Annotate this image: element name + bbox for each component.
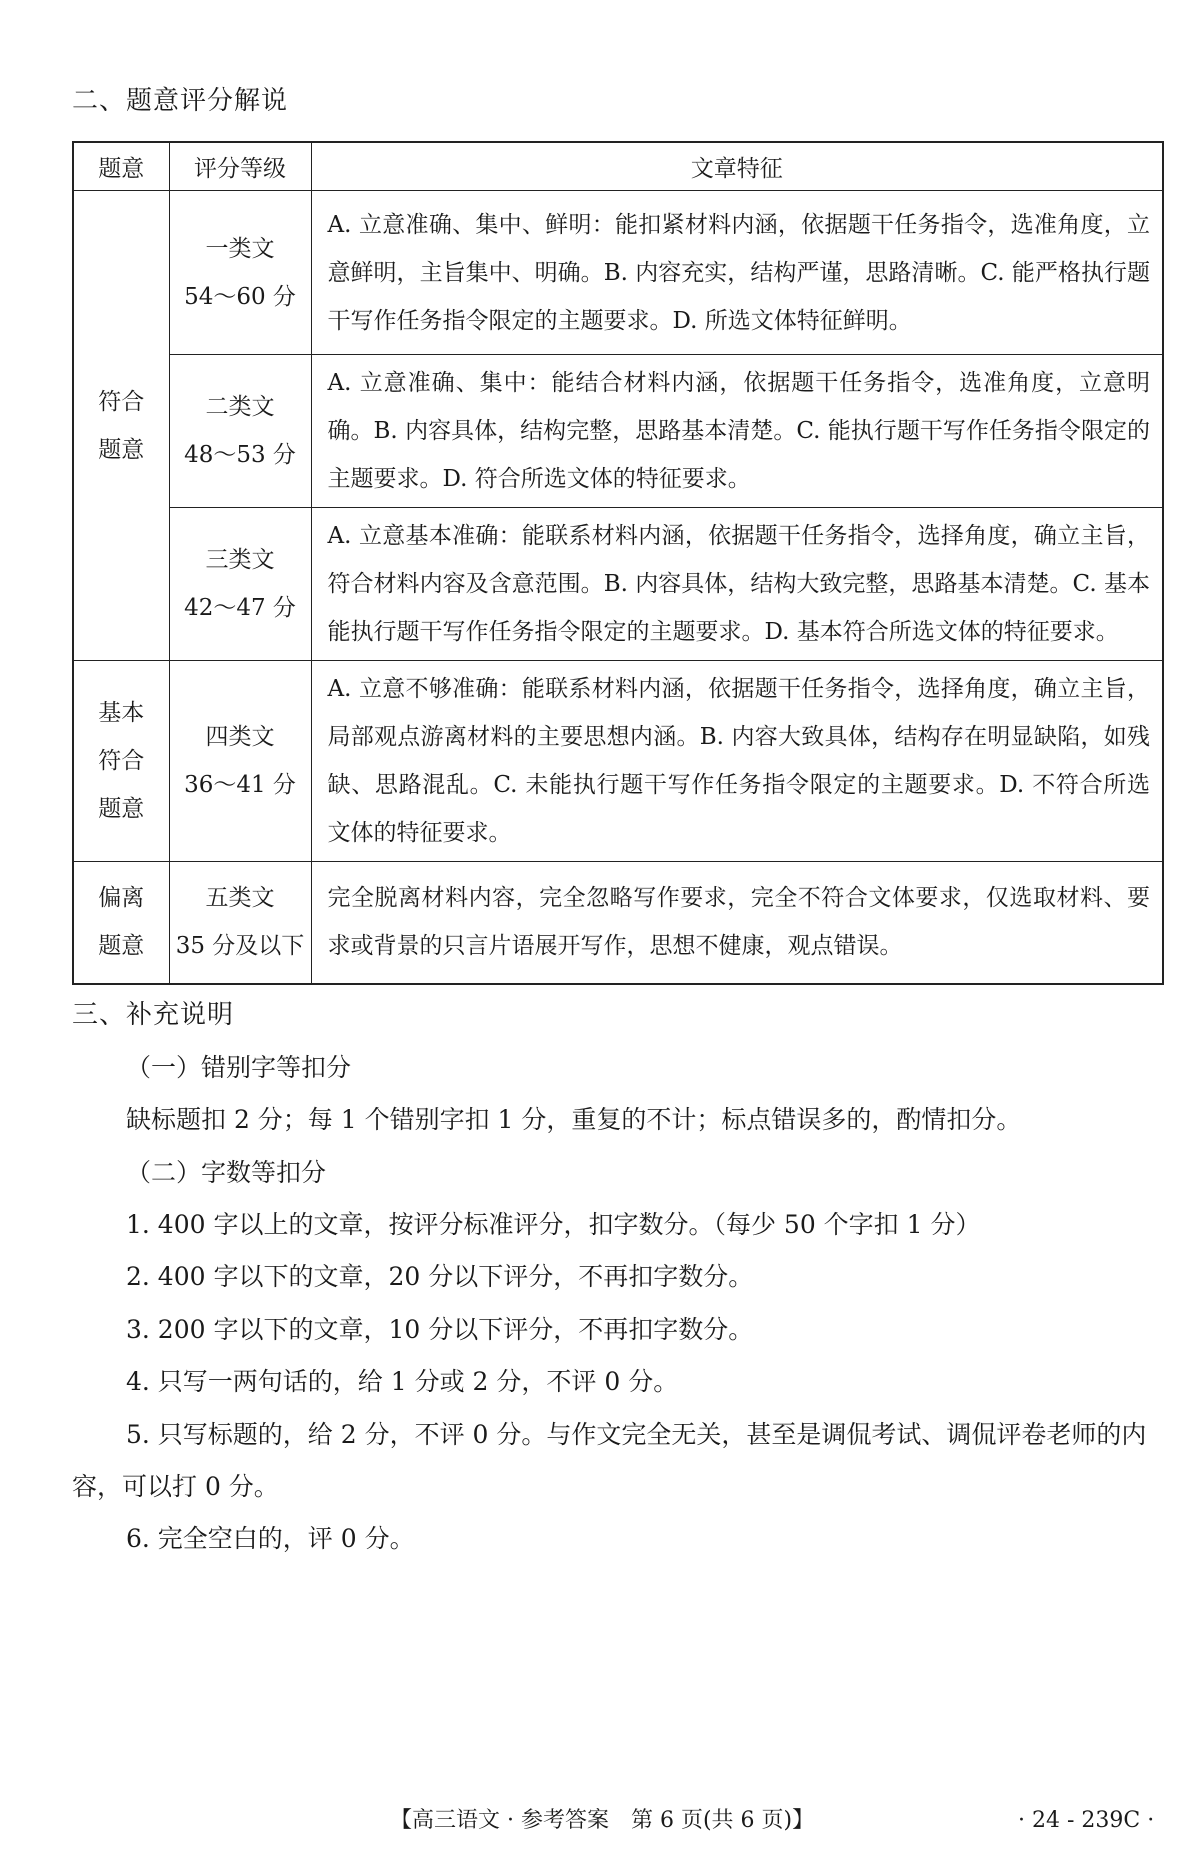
sub-2-title: （二）字数等扣分 <box>126 1158 327 1187</box>
category-line: 题意 <box>98 796 145 822</box>
category-line: 基本 <box>98 700 145 726</box>
category-line: 题意 <box>98 933 145 960</box>
grade-name: 一类文 <box>205 235 275 262</box>
grade-name: 三类文 <box>205 547 275 573</box>
scoring-rubric-table <box>72 141 1164 985</box>
features-cell: A. 立意准确、集中：能结合材料内涵，依据题干任务指令，选准角度，立意明确。B. 内容具体，结构完整，思路基本清楚。C. 能执行题干写作任务指令限定的主题要求。D. 符合所选文体的特征要求。 <box>311 355 1163 508</box>
category-line: 偏离 <box>98 885 145 912</box>
section-3-title: 三、补充说明 <box>72 1000 235 1030</box>
grade-score: 36～41 分 <box>184 772 296 798</box>
table-header-row <box>73 142 1163 191</box>
grade-score: 42～47 分 <box>184 595 296 621</box>
table-row <box>73 661 1163 862</box>
grade-score: 35 分及以下 <box>175 933 305 960</box>
list-item: 5. 只写标题的，给 2 分，不评 0 分。与作文完全无关，甚至是调侃考试、调侃评卷老师的内 <box>126 1420 1147 1449</box>
features-cell: A. 立意准确、集中、鲜明：能扣紧材料内涵，依据题干任务指令，选准角度，立意鲜明，主旨集中、明确。B. 内容充实，结构严谨，思路清晰。C. 能严格执行题干写作任务指令限定的主题要求。D. 所选文体特征鲜明。 <box>311 191 1163 355</box>
sub-1-text: 缺标题扣 2 分；每 1 个错别字扣 1 分，重复的不计；标点错误多的，酌情扣分。 <box>126 1105 1022 1134</box>
category-line: 题意 <box>98 436 145 463</box>
grade-cell <box>169 508 311 661</box>
features-cell: A. 立意不够准确：能联系材料内涵，依据题干任务指令，选择角度，确立主旨，局部观点游离材料的主要思想内涵。B. 内容大致具体，结构存在明显缺陷，如残缺、思路混乱。C. 未能执行题干写作任务指令限定的主题要求。D. 不符合所选文体的特征要求。 <box>311 661 1163 862</box>
list-item-continued: 容，可以打 0 分。 <box>72 1472 279 1501</box>
header-grade: 评分等级 <box>169 142 311 191</box>
list-item: 2. 400 字以下的文章，20 分以下评分，不再扣字数分。 <box>126 1262 754 1291</box>
grade-name: 二类文 <box>205 394 275 420</box>
grade-score: 48～53 分 <box>184 442 296 468</box>
grade-name: 五类文 <box>205 885 275 912</box>
section-2-title: 二、题意评分解说 <box>72 86 289 116</box>
category-cell-off-topic <box>73 862 169 984</box>
sub-1-title: （一）错别字等扣分 <box>126 1053 352 1082</box>
grade-name: 四类文 <box>205 724 275 750</box>
list-item: 6. 完全空白的，评 0 分。 <box>126 1524 415 1553</box>
features-cell: 完全脱离材料内容，完全忽略写作要求，完全不符合文体要求，仅选取材料、要求或背景的只言片语展开写作，思想不健康，观点错误。 <box>311 862 1163 984</box>
grade-cell <box>169 862 311 984</box>
table-row <box>73 862 1163 984</box>
grade-cell <box>169 355 311 508</box>
grade-cell <box>169 661 311 862</box>
list-item: 3. 200 字以下的文章，10 分以下评分，不再扣字数分。 <box>126 1315 754 1344</box>
table-row <box>73 191 1163 355</box>
category-cell-match <box>73 191 169 661</box>
category-cell-basic-match <box>73 661 169 862</box>
category-line: 符合 <box>98 388 145 415</box>
table-row <box>73 355 1163 508</box>
list-item: 4. 只写一两句话的，给 1 分或 2 分，不评 0 分。 <box>126 1367 679 1396</box>
header-topic: 题意 <box>73 142 169 191</box>
category-line: 符合 <box>98 748 145 774</box>
page-footer: 【高三语文 · 参考答案 第 6 页(共 6 页)】 <box>390 1808 815 1833</box>
table-row <box>73 508 1163 661</box>
header-features: 文章特征 <box>311 142 1163 191</box>
grade-cell <box>169 191 311 355</box>
grade-score: 54～60 分 <box>184 283 296 310</box>
list-item: 1. 400 字以上的文章，按评分标准评分，扣字数分。（每少 50 个字扣 1 分） <box>126 1210 981 1239</box>
features-cell: A. 立意基本准确：能联系材料内涵，依据题干任务指令，选择角度，确立主旨，符合材料内容及含意范围。B. 内容具体，结构大致完整，思路基本清楚。C. 基本能执行题干写作任务指令限定的主题要求。D. 基本符合所选文体的特征要求。 <box>311 508 1163 661</box>
page-code: · 24 - 239C · <box>1018 1808 1155 1833</box>
